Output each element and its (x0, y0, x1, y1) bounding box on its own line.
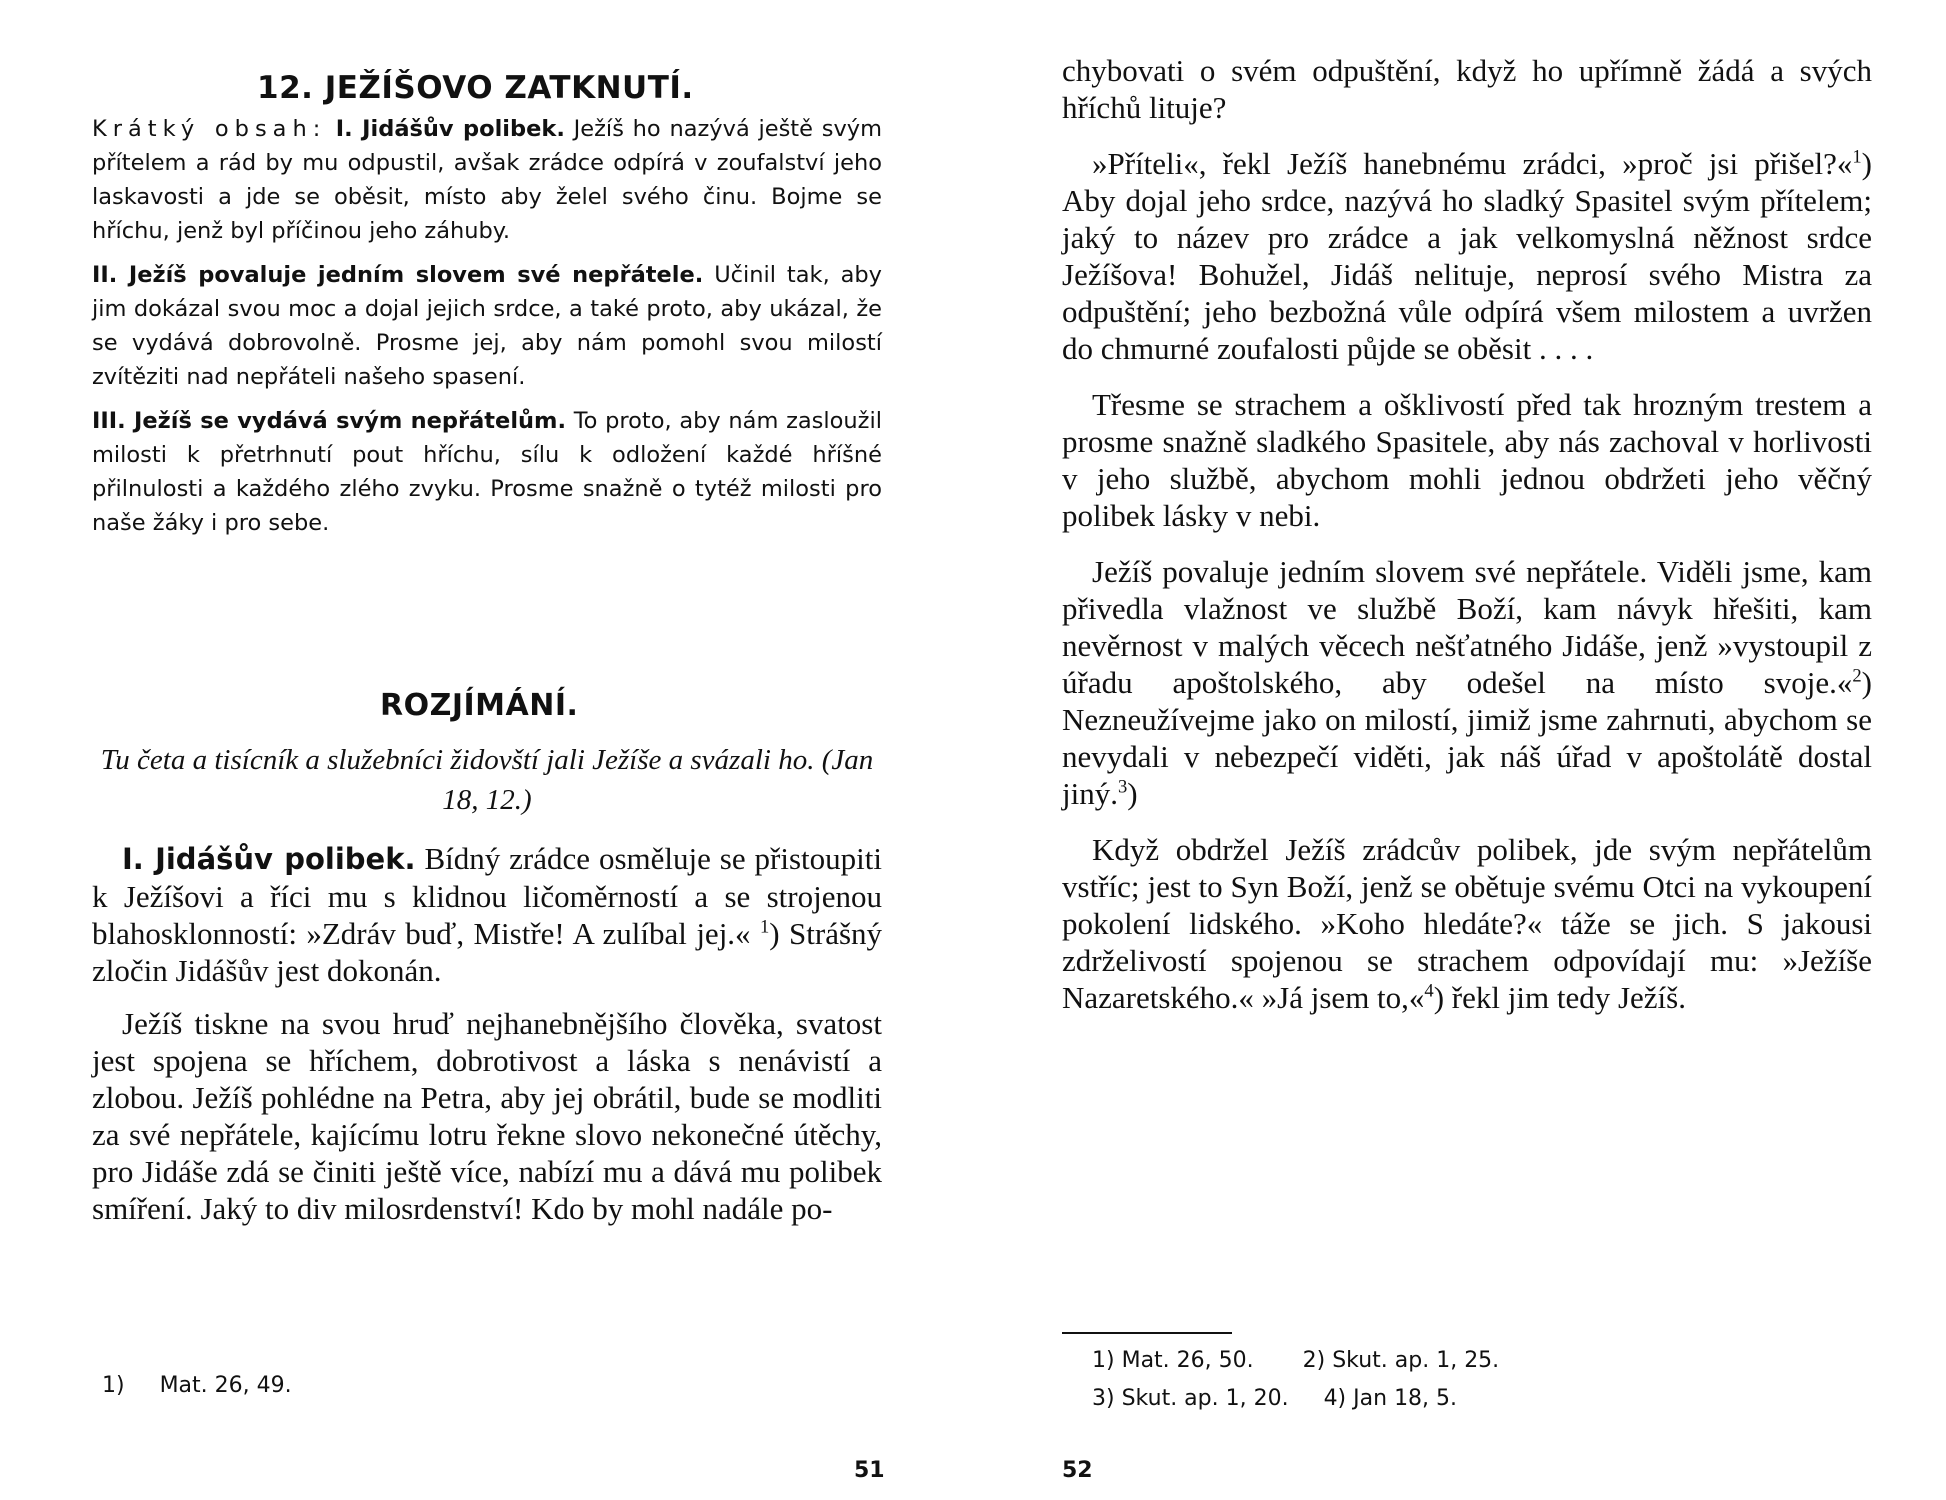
footnote-ref-1: 1 (759, 916, 770, 938)
paragraph-1-end: ) Strášný zločin Jidášův jest dokonán. (92, 916, 883, 988)
footnote-mark: 3) (1092, 1386, 1115, 1411)
paragraph-friend-b: ) Aby dojal jeho srdce, nazývá ho sladký Spasitel svým přítelem; jaký to název pro zrádce a jak velkomyslná něžnost srdce Ježíšova! Bohužel, Jidáš nelituje, neprosí svého Mistra za odpuštění; jeho bezbožná vůle odpírá všem milostem a uvržen do chmurné zoufalosti půjde se oběsit . . . . (1062, 146, 1872, 366)
summary-1-heading: I. Jidášův polibek. (326, 116, 565, 142)
summary-2-heading: II. Ježíš povaluje jedním slovem své nepřátele. (92, 262, 704, 288)
summary-3-text: To proto, aby nám zasloužil milosti k přetrhnutí pout hříchu, sílu k odložení každé hříšné přilnulosti a každého zlého zvyku. Prosme snažně o tytéž milosti pro naše žáky i pro sebe. (92, 408, 882, 536)
footnote-ref-r2: 2 (1852, 665, 1862, 687)
footnote-text: Skut. ap. 1, 20. (1121, 1386, 1289, 1411)
paragraph-friend-a: »Příteli«, řekl Ježíš hanebnému zrádci, »proč jsi přišel?« (1092, 146, 1853, 181)
footnote-mark: 1) (1092, 1348, 1115, 1373)
paragraph-kiss-b: ) řekl jim tedy Ježíš. (1433, 980, 1686, 1015)
paragraph-continued: chybovati o svém odpuštění, když ho upřímně žádá a svých hříchů lituje? (1062, 53, 1872, 125)
paragraph-1-text: Bídný zrádce osměluje se přistoupiti k Ježíšovi a říci mu s klidnou ličoměrností a se strojenou blahosklonností: »Zdráv buď, Mistře! A zulíbal jej.« (92, 841, 882, 951)
summary (92, 112, 882, 550)
footnote-mark: 4) (1323, 1386, 1347, 1411)
left-page (92, 0, 892, 1500)
footnote-text: Skut. ap. 1, 25. (1332, 1348, 1500, 1373)
footnote-ref-r4: 4 (1424, 980, 1434, 1002)
right-page (1062, 0, 1882, 1500)
paragraph-2: Ježíš tiskne na svou hruď nejhanebnějšího člověka, svatost jest spojena se hříchem, dobrotivost a láska s nenávistí a zlobou. Ježíš pohlédne na Petra, aby jej obrátil, bude se modliti za své nepřátele, kajícímu lotru řekne slovo nekonečné útěchy, pro Jidáše zdá se činiti ještě více, nabízí mu a dává mu polibek smíření. Jaký to div milosrdenství! Kdo by mohl nadále po- (92, 1006, 882, 1226)
footnote-mark: 2) (1302, 1348, 1326, 1373)
page-number-right: 52 (1062, 1458, 1093, 1483)
footnote-row-1 (1092, 1342, 1499, 1380)
paragraph-kiss-a: Když obdržel Ježíš zrádcův polibek, jde svým nepřátelům vstříc; jest to Syn Boží, jenž se obětuje svému Otci na vykoupení pokolení lidského. »Koho hledáte?« táže se jich. S jakousi zdrželivostí spojenou se strachem odpovídají mu: »Ježíše Nazaretského.« »Já jsem to,« (1062, 832, 1872, 1015)
paragraph-1-heading: I. Jidášův polibek. (122, 842, 416, 876)
paragraph-1 (92, 840, 882, 989)
summary-2-text: Učinil tak, aby jim dokázal svou moc a dojal jejich srdce, a také proto, aby ukázal, že se vydává dobrovolně. Prosme jej, aby nám pomohl svou milostí zvítěziti nad nepřáteli našeho spasení. (92, 262, 882, 390)
paragraph-friend (1062, 145, 1872, 367)
paragraph-enemies-c: ) (1127, 776, 1138, 811)
footnote-text: Mat. 26, 50. (1121, 1348, 1254, 1373)
footnote-text: Mat. 26, 49. (159, 1373, 292, 1398)
page-number-left: 51 (854, 1458, 885, 1483)
summary-3-heading: III. Ježíš se vydává svým nepřátelům. (92, 408, 567, 434)
summary-paragraph-3 (92, 404, 882, 540)
footnote-rule (1062, 1332, 1232, 1334)
paragraph-tremble: Třesme se strachem a ošklivostí před tak hrozným trestem a prosme snažně sladkého Spasitele, aby nás zachoval v horlivosti v jeho službě, abychom mohli jednou obdržeti jeho věčný polibek lásky v nebi. (1062, 387, 1872, 533)
meditation-body-right (1062, 52, 1872, 1035)
meditation-body-left (92, 840, 882, 1243)
summary-label: Krátký obsah: (92, 116, 327, 142)
footnote-mark: 1) (102, 1373, 125, 1398)
summary-paragraph-1 (92, 112, 882, 248)
paragraph-enemies-a: Ježíš povaluje jedním slovem své nepřátele. Viděli jsme, kam přivedla vlažnost ve službě Boží, kam návyk hřešiti, kam nevěrnost v malých věcech nešťatného Jidáše, jenž »vystoupil z úřadu apoštolského, aby odešel na místo svoje.« (1062, 554, 1872, 700)
paragraph-enemies (1062, 553, 1872, 812)
footnote-ref-r1: 1 (1852, 146, 1862, 168)
scripture-quote: Tu četa a tisícník a služebníci židovští jali Ježíše a svázali ho. (Jan 18, 12.) (100, 744, 874, 816)
paragraph-enemies-b: ) Nezneužívejme jako on milostí, jimiž jsme zahrnuti, abychom se nevydali v nebezpečí viděti, jak náš úřad v apoštolátě dostal jiný. (1062, 665, 1872, 811)
footnote-left (102, 1373, 292, 1398)
summary-1-text: Ježíš ho nazývá ještě svým přítelem a rád by mu odpustil, avšak zrádce odpírá v zoufalství jeho laskavosti a jde se oběsit, místo aby želel svého činu. Bojme se hříchu, jenž byl příčinou jeho záhuby. (92, 116, 882, 244)
footnote-row-2 (1092, 1380, 1499, 1418)
footnote-ref-r3: 3 (1117, 776, 1128, 798)
chapter-title: 12. JEŽÍŠOVO ZATKNUTÍ. (257, 70, 694, 106)
footnotes-right (1092, 1342, 1499, 1418)
footnote-text: Jan 18, 5. (1353, 1386, 1458, 1411)
paragraph-kiss (1062, 831, 1872, 1016)
summary-paragraph-2 (92, 258, 882, 394)
meditation-title: ROZJÍMÁNÍ. (380, 688, 579, 723)
